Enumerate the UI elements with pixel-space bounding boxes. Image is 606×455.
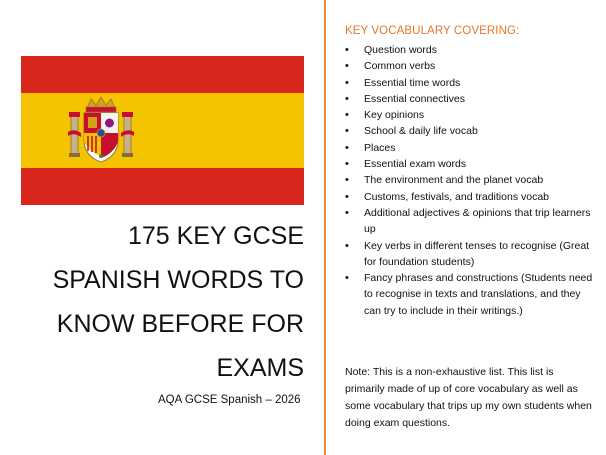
list-item: • The environment and the planet vocab	[345, 172, 595, 188]
flag-bottom-red-stripe	[21, 168, 304, 205]
title-line: KNOW BEFORE FOR	[56, 310, 304, 338]
title-line: 175 KEY GCSE	[127, 222, 304, 250]
list-item: • Question words	[345, 42, 595, 58]
list-item: • Places	[345, 140, 595, 156]
list-item: • Customs, festivals, and traditions vocab	[345, 189, 595, 205]
list-item: • Essential connectives	[345, 91, 595, 107]
list-item: • Essential time words	[345, 75, 595, 91]
flag-top-red-stripe	[21, 56, 304, 93]
note-text: Note: This is a non-exhaustive list. This list is primarily made of up of core vocabulary as well as some vocabulary that trips up my own students when doing exam questions.	[345, 366, 592, 429]
flag-yellow-stripe	[21, 93, 304, 168]
spain-flag	[21, 56, 304, 205]
coat-of-arms-icon	[67, 96, 135, 166]
title-line: SPANISH WORDS TO	[52, 266, 304, 294]
page-title	[14, 214, 304, 390]
list-item: • Essential exam words	[345, 156, 595, 172]
vocab-list	[345, 42, 595, 319]
list-item: • Key verbs in different tenses to recognise (Great for foundation students)	[345, 238, 595, 271]
list-item: • Fancy phrases and constructions (Students need to recognise in texts and translations, and they can try to include in their writings.)	[345, 270, 595, 319]
subtitle: AQA GCSE Spanish – 2026	[158, 394, 301, 406]
title-line: EXAMS	[216, 354, 304, 382]
vocab-heading: KEY VOCABULARY COVERING:	[345, 25, 520, 37]
vertical-divider	[324, 0, 326, 455]
list-item: • Additional adjectives & opinions that trip learners up	[345, 205, 595, 238]
list-item: • Common verbs	[345, 58, 595, 74]
list-item: • Key opinions	[345, 107, 595, 123]
list-item: • School & daily life vocab	[345, 123, 595, 139]
